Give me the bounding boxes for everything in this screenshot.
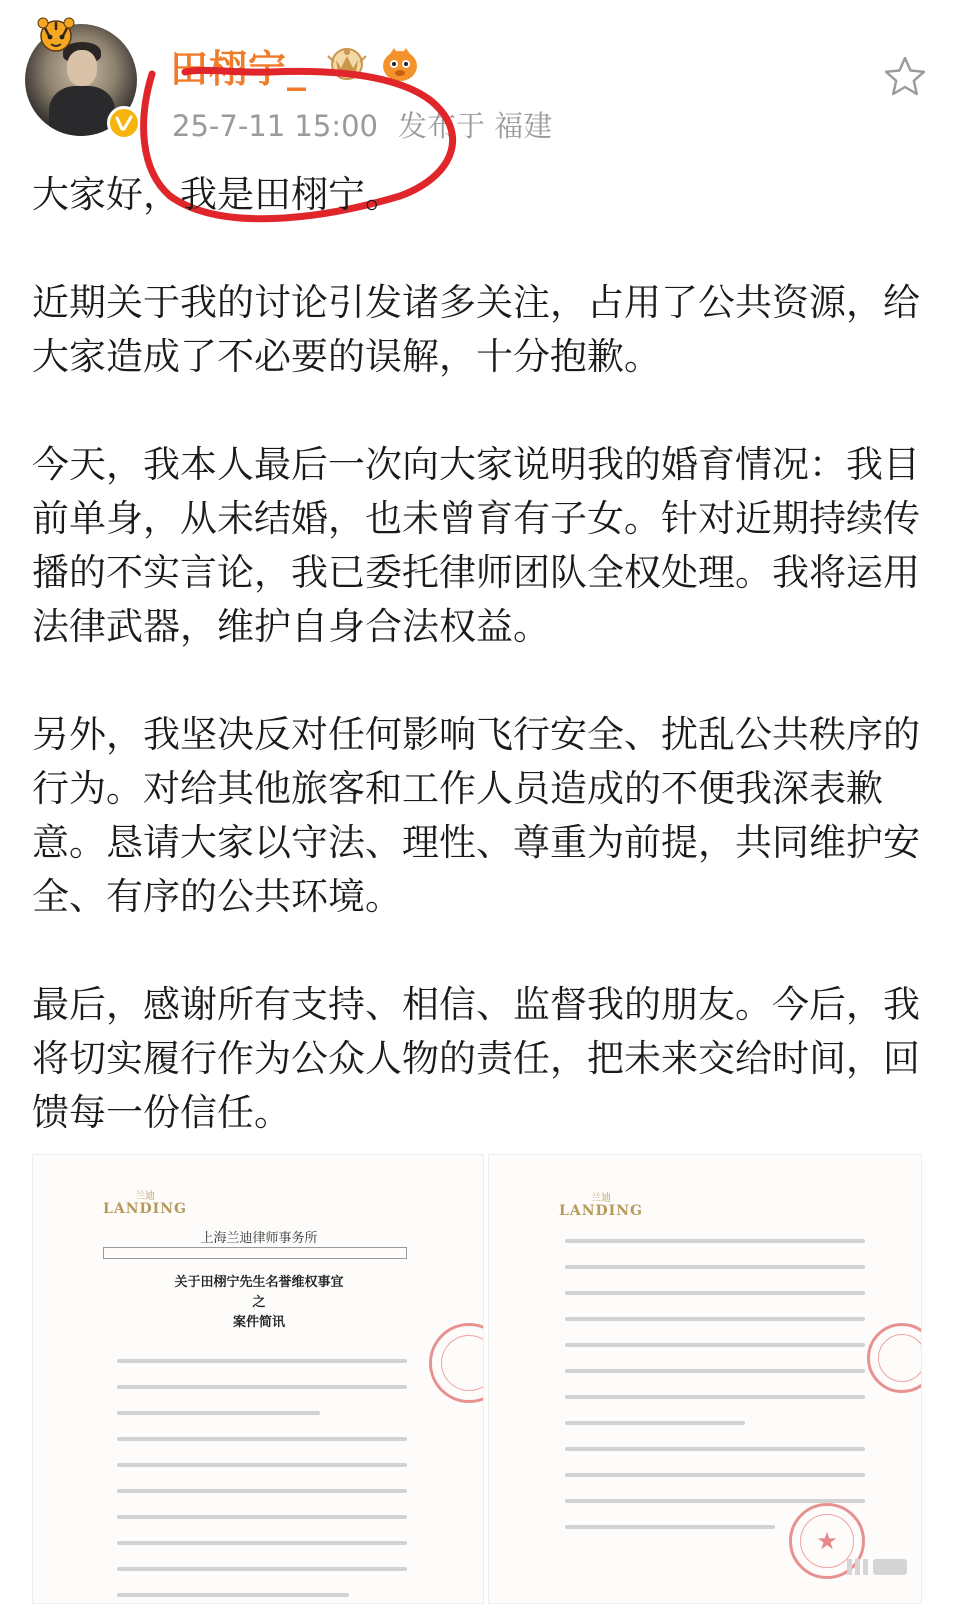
- vip-crown-icon[interactable]: [322, 42, 372, 82]
- doc-title-connector: 之: [252, 1295, 266, 1310]
- fish-badge-icon[interactable]: [376, 44, 424, 84]
- tiger-pendant-icon: [33, 16, 79, 54]
- watermark-icon: [843, 1553, 913, 1581]
- attachment-image-right[interactable]: [488, 1154, 922, 1604]
- star-outline-icon[interactable]: [882, 54, 928, 98]
- username[interactable]: 田栩宁_: [170, 47, 308, 91]
- attachment-image-left[interactable]: [32, 1154, 484, 1604]
- post-paragraph: 另外，我坚决反对任何影响飞行安全、扰乱公共秩序的行为。对给其他旅客和工作人员造成的不便我深表歉意。恳请大家以守法、理性、尊重为前提，共同维护安全、有序的公共环境。: [32, 713, 920, 918]
- law-firm-logo: 兰迪 LANDING: [559, 1193, 643, 1219]
- post-paragraph: 大家好，我是田栩宁。: [32, 173, 402, 216]
- post-body: [32, 168, 922, 1140]
- law-firm-seal: [867, 1323, 922, 1393]
- post-timestamp: 25-7-11 15:00: [172, 109, 378, 143]
- post-paragraph: 最后，感谢所有支持、相信、监督我的朋友。今后，我将切实履行作为公众人物的责任，把未来交给时间，回馈每一份信任。: [32, 983, 920, 1134]
- post-header: [0, 0, 959, 160]
- doc-body-text: [117, 1359, 407, 1604]
- law-firm-name: 上海兰迪律师事务所: [200, 1231, 318, 1246]
- post-meta: [172, 104, 552, 145]
- law-firm-seal: ★: [789, 1503, 865, 1579]
- avatar[interactable]: [25, 24, 140, 139]
- post-paragraph: 近期关于我的讨论引发诸多关注，占用了公共资源，给大家造成了不必要的误解，十分抱歉。: [32, 281, 920, 378]
- doc-title: 关于田栩宁先生名誉维权事宜: [174, 1275, 344, 1290]
- attachment-gallery: [32, 1154, 922, 1604]
- verified-gold-icon: [107, 106, 141, 140]
- post-paragraph: 今天，我本人最后一次向大家说明我的婚育情况：我目前单身，从未结婚，也未曾育有子女。针对近期持续传播的不实言论，我已委托律师团队全权处理。我将运用法律武器，维护自身合法权益。: [32, 443, 920, 648]
- doc-subtitle: 案件简讯: [232, 1315, 285, 1330]
- doc-notice-box: [103, 1247, 407, 1259]
- law-firm-seal: [429, 1323, 484, 1403]
- law-firm-logo: 兰迪 LANDING: [103, 1191, 187, 1217]
- post-location: 发布于 福建: [397, 109, 553, 143]
